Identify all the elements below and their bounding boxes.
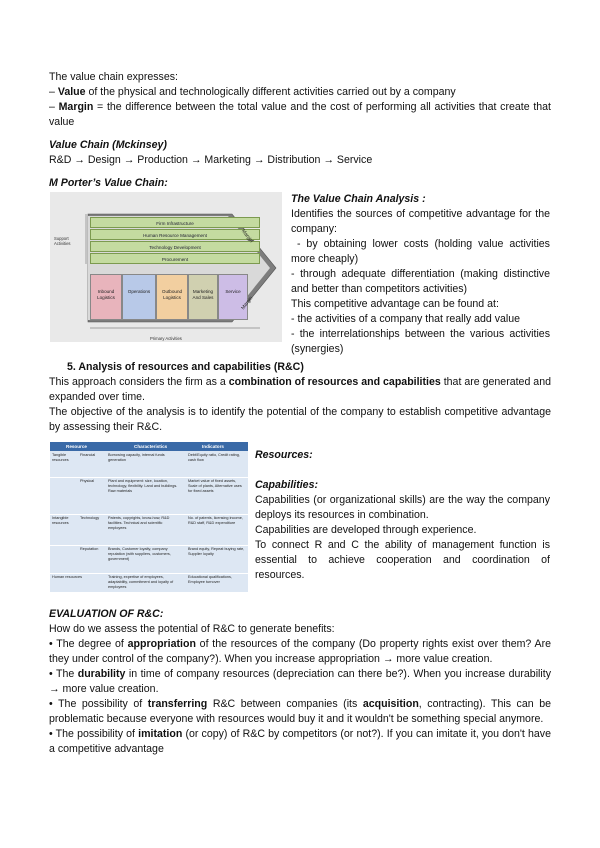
evaluation-question: How do we assess the potential of R&C to generate benefits: (49, 623, 335, 635)
table-row: Intangible resources Technology Patents, copyrights, know-how, R&D facilities. Technical and scientific employees No. of patents, licensing income, R&D staff, R&D expenditure (52, 516, 243, 530)
intro-section (49, 70, 551, 130)
vca-line: - by obtaining lower costs (holding value activities more cheaply) (291, 238, 553, 265)
vca-line: This competitive advantage can be found at: (291, 298, 499, 310)
capabilities-line: Capabilities are developed through experience. (255, 524, 477, 536)
mckinsey-title: Value Chain (Mckinsey) (49, 139, 167, 151)
porter-title: M Porter’s Value Chain: (49, 177, 168, 189)
table-row: Tangible resources Financial Borrowing capacity, internal funds generation Debt/Equity ratio, Credit rating, cash flow (52, 453, 240, 462)
value-chain-analysis (291, 192, 553, 357)
value-definition: – Value of the physical and technologically different activities carried out by a company (49, 86, 456, 98)
rc-objective: The objective of the analysis is to identify the potential of the company to establish competitive advantage by assessing their R&C. (49, 406, 551, 433)
evaluation-section (49, 607, 551, 757)
support-bar: Technology Development (90, 241, 260, 252)
primary-activity: Marketing And Sales (188, 274, 218, 320)
capabilities-line: To connect R and C the ability of management function is essential to achieve cooperation and coordination of resources. (255, 539, 550, 581)
vca-line: - through adequate differentiation (making distinctive and better than competitors activities) (291, 268, 550, 295)
support-bar: Human Resource Management (90, 229, 260, 240)
evaluation-title: EVALUATION OF R&C: (49, 608, 164, 620)
table-header-cell: Characteristics (134, 444, 168, 449)
section-5-heading-wrap (67, 360, 547, 375)
support-bar: Procurement (90, 253, 260, 264)
vca-line: - the interrelationships between the various activities (synergies) (291, 328, 550, 355)
margin-definition: – Margin = the difference between the total value and the cost of performing all activities that create that value (49, 101, 552, 128)
evaluation-bullet: • The durability in time of company resources (depreciation can there be?). When you increase durability → more value creation. (49, 668, 551, 695)
mckinsey-section (49, 138, 551, 168)
support-activities-label: Support Activities (54, 236, 71, 246)
primary-activity: Operations (122, 274, 156, 320)
primary-activity: Service (218, 274, 248, 320)
table-row: Reputation Brands, Customer loyalty, company reputation (with suppliers, customers, government) Brand equity, Repeat buying rate, Supplier loyalty (80, 547, 245, 561)
support-bar: Firm Infrastructure (90, 217, 260, 228)
section-heading: 5. Analysis of resources and capabilities (R&C) (67, 361, 304, 373)
intro-line: The value chain expresses: (49, 71, 178, 83)
porter-section (49, 176, 551, 191)
primary-activity: Outbound Logistics (156, 274, 188, 320)
table-separator (50, 545, 248, 546)
vca-title: The Value Chain Analysis : (291, 193, 426, 205)
table-row: Human resources Training, expertise of employees, adaptability, commitment and loyalty of employees Educational qualifications, Employee turnover (52, 575, 232, 589)
capabilities-title: Capabilities: (255, 479, 318, 491)
table-header-cell: Resource (66, 444, 87, 449)
vca-line: Identifies the sources of competitive advantage for the company: (291, 208, 550, 235)
mckinsey-sequence: R&D → Design → Production → Marketing → Distribution → Service (49, 154, 373, 166)
rc-side-text (255, 448, 550, 583)
margin-label-bottom: Margin (240, 295, 255, 312)
capabilities-line: Capabilities (or organizational skills) are the way the company deploys its resources in combination. (255, 494, 550, 521)
evaluation-bullet: • The possibility of imitation (or copy) of R&C by competitors (or not?). If you can imitate it, you don't have a competitive advantage (49, 728, 551, 755)
table-separator (50, 514, 248, 515)
table-row: Physical Plant and equipment: size, location, technology, flexibility. Land and buildings. Raw materials Market value of fixed assets, Scale of plants, Alternative uses for fixed assets (80, 479, 242, 493)
value-chain-figure (50, 192, 282, 342)
section-5-body (49, 375, 551, 435)
margin-label-top: Margin (239, 228, 255, 245)
table-separator (50, 573, 248, 574)
primary-activity: Inbound Logistics (90, 274, 122, 320)
evaluation-bullet: • The degree of appropriation of the resources of the company (Do property rights exist over them? Are they under control of the company?). When you increase appropriation → more value creation. (49, 638, 551, 665)
vca-line: - the activities of a company that really add value (291, 313, 521, 325)
resources-table-figure (50, 442, 248, 592)
table-header (50, 442, 248, 451)
table-separator (50, 477, 248, 478)
table-header-cell: Indicators (202, 444, 224, 449)
primary-activities-label: Primary Activities (150, 336, 182, 341)
rc-paragraph: This approach considers the firm as a combination of resources and capabilities that are generated and expanded over time. (49, 376, 551, 403)
resources-title: Resources: (255, 449, 313, 461)
evaluation-bullet: • The possibility of transferring R&C between companies (its acquisition, contracting). This can be problematic because everyone with resources would buy it and it wouldn't be something special anymore. (49, 698, 551, 725)
